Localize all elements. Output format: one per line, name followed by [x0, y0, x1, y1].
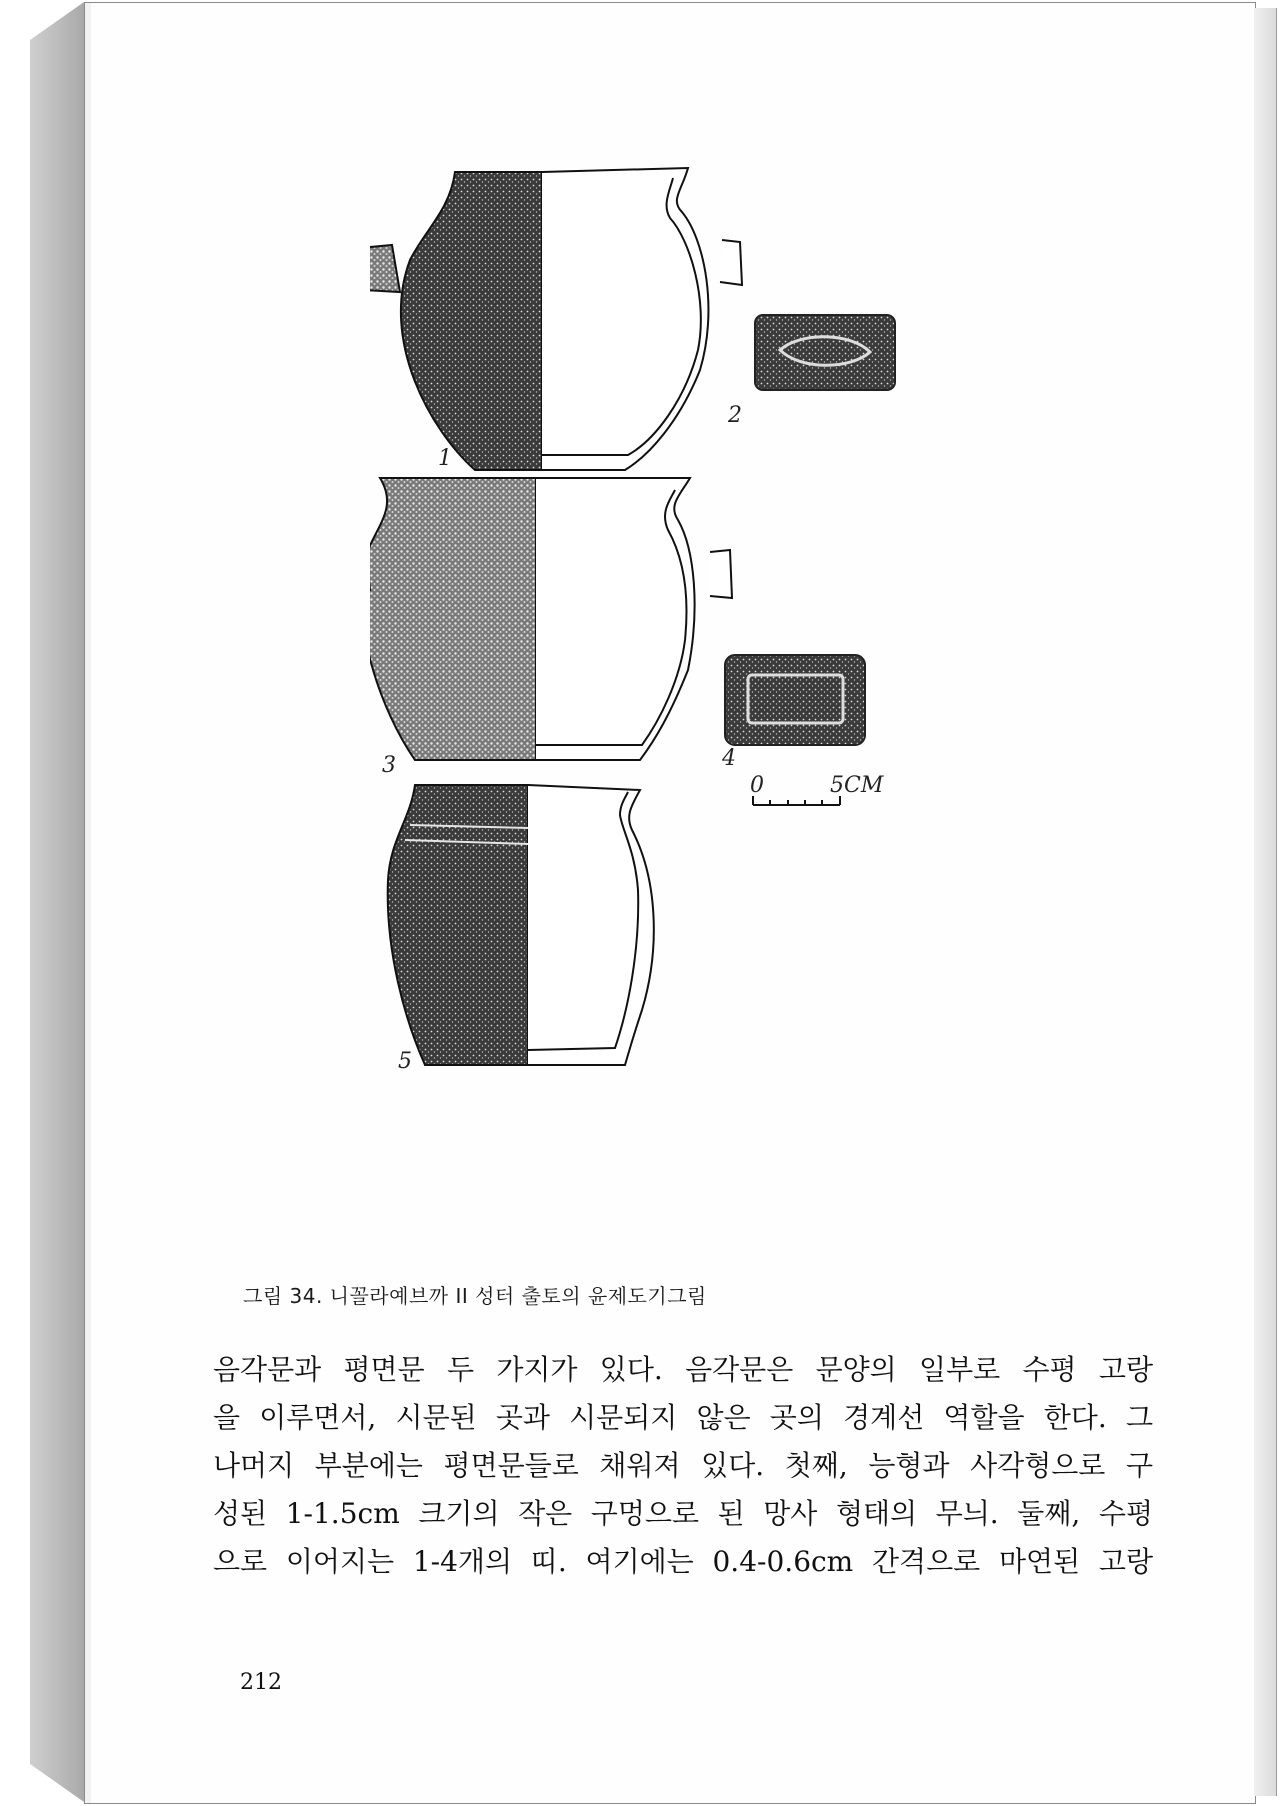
figure-caption: 그림 34. 니꼴라예브까 II 성터 출토의 윤제도기그림: [243, 1284, 707, 1308]
fragment-4: [721, 655, 865, 771]
label-5: 5: [398, 1049, 412, 1074]
text-line: 음각문과 평면문 두 가지가 있다. 음각문은 문양의 일부로 수평 고랑: [213, 1353, 1153, 1386]
label-2: 2: [728, 403, 742, 428]
label-1: 1: [438, 446, 452, 471]
vessel-3: [370, 478, 732, 778]
text-line: 으로 이어지는 1-4개의 띠. 여기에는 0.4-0.6cm 간격으로 마연된 고랑: [213, 1545, 1153, 1578]
vessel-1: [370, 168, 742, 471]
text-line: 을 이루면서, 시문된 곳과 시문되지 않은 곳의 경계선 역할을 한다. 그: [213, 1401, 1153, 1434]
pottery-figure: [370, 160, 1020, 1240]
vessel-5: [388, 785, 654, 1074]
text-line: 성된 1-1.5cm 크기의 작은 구멍으로 된 망사 형태의 무늬. 둘째, 수평: [213, 1497, 1153, 1530]
label-4: 4: [722, 746, 736, 771]
scale-bar: [750, 773, 884, 805]
scale-end-label: 5CM: [830, 773, 884, 798]
book-spine: [30, 2, 84, 1802]
pottery-drawing: [370, 160, 1020, 1240]
fragment-2: [727, 315, 895, 428]
body-paragraph: [213, 1346, 1153, 1586]
page-edge: [1254, 8, 1277, 1796]
scale-start-label: 0: [750, 773, 764, 798]
page-number: 212: [240, 1670, 282, 1695]
text-line: 나머지 부분에는 평면문들로 채워져 있다. 첫째, 능형과 사각형으로 구: [213, 1449, 1153, 1482]
label-3: 3: [382, 753, 396, 778]
